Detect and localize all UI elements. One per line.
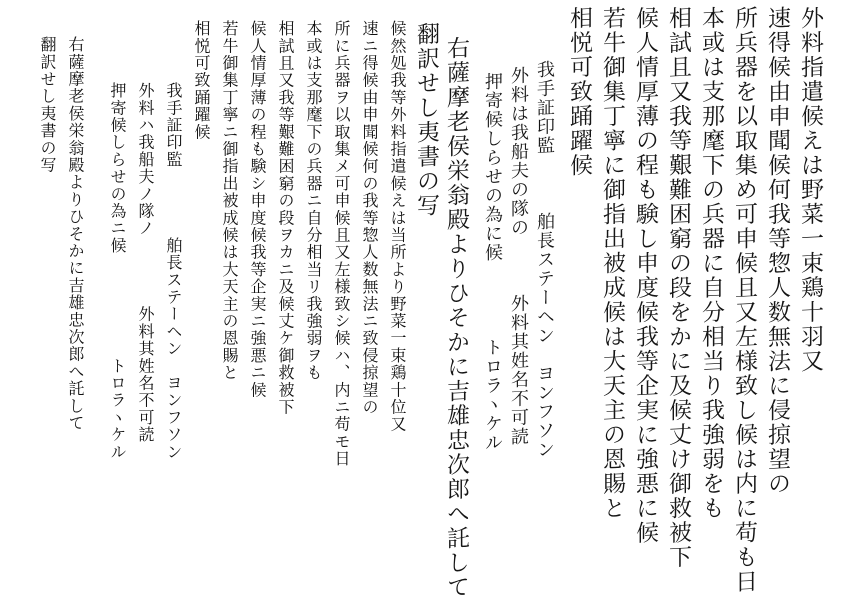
manuscript-column-10: 外料は我船夫の隊の 外料其姓名不可読 [508, 65, 529, 447]
transcription-column-2: 速ニ得候由申聞候何の我等惣人数無法ニ致侵掠望の [360, 20, 379, 416]
transcription-column-10: 外料ハ我船夫ノ隊ノ 外料其姓名不可読 [136, 82, 155, 444]
transcription-column-3: 所に兵器ヲ以取集メ可申候且又左様致シ候ハ、内ニ苟モ日 [332, 20, 351, 468]
manuscript-column-1: 外料指遣候えは野菜一束鶏十羽又 [797, 5, 823, 375]
transcription-column-12: 右薩摩老侯栄翁殿よりひそかに吉雄忠次郎へ託して [66, 36, 85, 432]
manuscript-column-9: 我手証印監 舶長ステーヘン ヨンフソン [534, 59, 555, 460]
transcription-column-7: 若牛御集丁寧ニ御指出被成候は大天主の恩賜と [220, 20, 239, 382]
handwritten-manuscript [413, 5, 844, 610]
transcription-column-8: 相悦可致踊躍候 [192, 20, 211, 141]
manuscript-column-12: 右薩摩老侯栄翁殿よりひそかに吉雄忠次郎へ託して [443, 35, 469, 601]
manuscript-column-8: 相悦可致踊躍候 [566, 5, 592, 179]
transcription-column-13: 翻訳せし夷書の写 [38, 36, 57, 174]
manuscript-column-5: 相試且又我等艱難困窮の段をかに及候丈け御救被下 [665, 5, 691, 571]
transcription-column-1: 候然処我等外料指遣候えは当所より野菜一束鶏十位又 [388, 20, 407, 433]
manuscript-column-13: 翻訳せし夷書の写 [413, 21, 439, 219]
transcription-column-4: 本或は支那麾下の兵器ニ自分相当リ我強弱ヲも [304, 20, 323, 382]
manuscript-column-7: 若牛御集丁寧に御指出被成候は大天主の恩賜と [599, 5, 625, 522]
transcription-column-6: 候人情厚薄の程も験シ申度候我等企実ニ強悪ニ候 [248, 20, 267, 399]
manuscript-column-4: 本或は支那麾下の兵器に自分相当り我強弱をも [698, 5, 724, 522]
transcription-column-5: 相試且又我等艱難困窮の段ヲカニ及候丈ケ御救被下 [276, 20, 295, 416]
manuscript-column-6: 候人情厚薄の程も験し申度候我等企実に強悪に候 [632, 5, 658, 546]
manuscript-column-11: 押寄候しらせの為に候 トロラヽケル [482, 71, 503, 453]
manuscript-column-3: 所兵器を以取集め可申候且又左様致し候は内に苟も日 [731, 5, 757, 595]
printed-transcription [18, 20, 418, 595]
transcription-column-11: 押寄候しらせの為ニ候 トロラヽケル [108, 82, 127, 461]
transcription-column-9: 我手証印監 舶長ステーヘン ヨンフソン [164, 82, 183, 461]
manuscript-column-2: 速得候由申聞候何我等惣人数無法に侵掠望の [764, 5, 790, 497]
